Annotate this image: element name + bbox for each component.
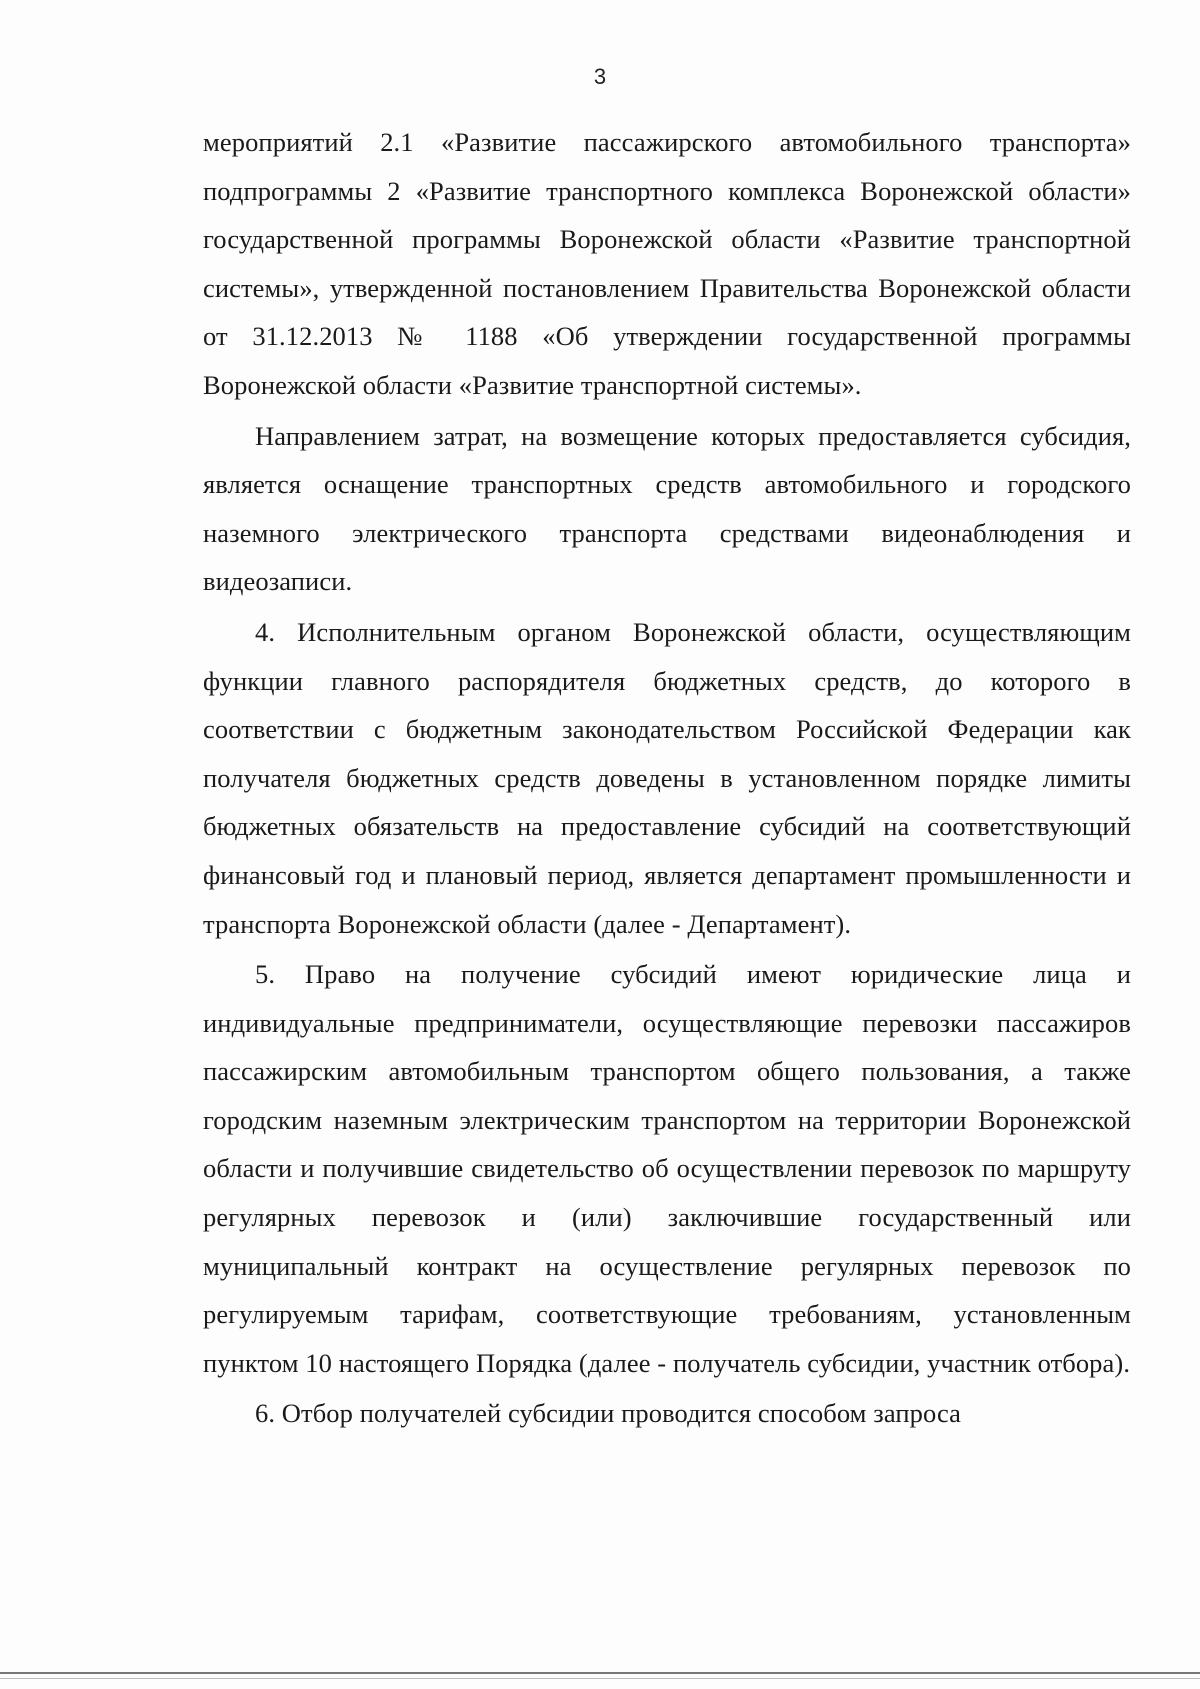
scan-edge-line (0, 1672, 1200, 1674)
paragraph-item-6: 6. Отбор получателей субсидии проводится способом запроса (255, 1398, 962, 1429)
page-number: 3 (593, 64, 607, 89)
paragraph-continuation: мероприятий 2.1 «Развитие пассажирского автомобильного транспорта» подпрограммы 2 «Развитие транспортного комплекса Воронежской области» государственной программы Воронежской области «Развитие транспортной системы», утвержденной постановлением Правительства Воронежской области от 31.12.2013 № 1188 «Об утверждении государственной программы Воронежской области «Развитие транспортной системы». (203, 127, 1131, 400)
paragraph-item-5: 5. Право на получение субсидий имеют юридические лица и индивидуальные предприниматели, осуществляющие перевозки пассажиров пассажирским автомобильным транспортом общего пользования, а также городским наземным электрическим транспортом на территории Воронежской области и получившие свидетельство об осуществлении перевозок по маршруту регулярных перевозок и (или) заключившие государственный или муниципальный контракт на осуществление регулярных перевозок по регулируемым тарифам, соответствующие требованиям, установленным пунктом 10 настоящего Порядка (далее - получатель субсидии, участник отбора). (203, 959, 1131, 1378)
scan-edge-line-secondary (0, 1678, 1200, 1679)
document-body (203, 118, 1131, 1440)
paragraph-expense-direction: Направлением затрат, на возмещение которых предоставляется субсидия, является оснащение транспортных средств автомобильного и городского наземного электрического транспорта средствами видеонаблюдения и видеозаписи. (203, 420, 1131, 597)
paragraph-item-4: 4. Исполнительным органом Воронежской области, осуществляющим функции главного распорядителя бюджетных средств, до которого в соответствии с бюджетным законодательством Российской Федерации как получателя бюджетных средств доведены в установленном порядке лимиты бюджетных обязательств на предоставление субсидий на соответствующий финансовый год и плановый период, является департамент промышленности и транспорта Воронежской области (далее - Департамент). (203, 616, 1131, 939)
